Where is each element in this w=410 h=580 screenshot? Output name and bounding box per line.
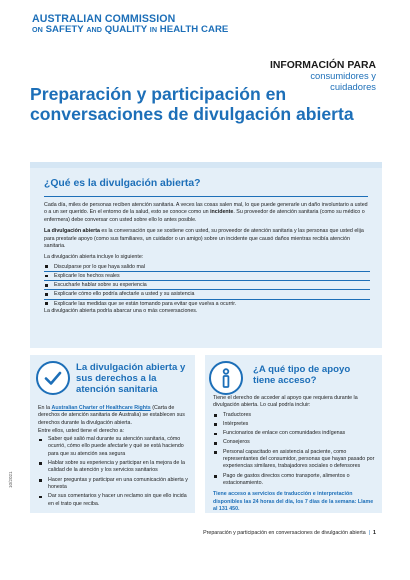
check-circle-icon xyxy=(36,361,70,395)
list-item: Pago de gastos directos como transporte, alimentos o estacionamiento. xyxy=(213,473,375,488)
footer-separator: | xyxy=(368,530,371,536)
list-item: Disculparse por lo que haya salido mal xyxy=(44,263,370,271)
list-item: Hablar sobre su experiencia y participar en la mejora de la calidad de la atención y los servicios sanitarios xyxy=(38,460,188,475)
section-what-is-open-disclosure xyxy=(30,162,382,348)
section-support xyxy=(205,355,382,513)
page-footer xyxy=(203,530,376,536)
org-logo xyxy=(32,14,228,35)
list-item: Consejeros xyxy=(213,439,375,446)
list-item: Explicarle las medidas que se están tomando para evitar que vuelva a ocurrir. xyxy=(44,299,370,308)
section3-heading: ¿A qué tipo de apoyo tiene acceso? xyxy=(253,364,351,387)
info-icon xyxy=(209,361,243,395)
section3-intro: Tiene el derecho de acceder al apoyo que requiera durante la divulgación abierta. Lo cual podría incluir: xyxy=(213,395,358,409)
org-name-line2: ON SAFETY AND QUALITY IN HEALTH CARE xyxy=(32,24,229,36)
section-top-strip xyxy=(30,162,382,168)
list-item: Saber qué salió mal durante su atención sanitaria, cómo ocurrió, cómo ello puede afectarle y qué se está haciendo para que su atención sea segura xyxy=(38,436,188,458)
section1-divider xyxy=(44,196,368,197)
audience-sub-line2: cuidadores xyxy=(330,81,376,93)
list-item: Funcionarios de enlace con comunidades indígenas xyxy=(213,430,375,437)
section2-paragraph1: En la Australian Charter of Healthcare Rights (Carta de derechos de atención sanitaria de Australia) se establecen sus derechos durante la divulgación abierta. xyxy=(38,405,185,426)
check-icon xyxy=(38,363,68,393)
section3-body xyxy=(213,395,375,514)
list-item: Dar sus comentarios y hacer un reclamo sin que ello incida en el trato que reciba. xyxy=(38,493,188,508)
document-code: 10/2021 xyxy=(8,471,13,488)
section1-list xyxy=(44,263,370,308)
section-rights xyxy=(30,355,195,513)
audience-heading: INFORMACIÓN PARA xyxy=(269,60,376,71)
section1-paragraph1: Cada día, miles de personas reciben atención sanitaria. A veces las cosas salen mal, lo que puede generarle un daño involuntario a usted o a un ser querido. En el entorno de la salud, esto se conoce como un incidente. Su proveedor de atención sanitaria (como su médico o enfermera) debe conversar con usted sobre ello lo antes posible. xyxy=(44,202,368,223)
section2-body xyxy=(38,405,188,510)
list-item: Intérpretes xyxy=(213,421,375,428)
charter-link[interactable]: Australian Charter of Healthcare Rights xyxy=(51,405,151,411)
section3-closing: Tiene acceso a servicios de traducción e interpretación disponibles las 24 horas del día, los 7 días de la semana: Llame al 131 450. xyxy=(213,491,374,512)
footer-text: Preparación y participación en conversaciones de divulgación abierta xyxy=(203,530,366,536)
section2-heading: La divulgación abierta y sus derechos a la atención sanitaria xyxy=(76,362,186,396)
info-glyph-icon xyxy=(211,363,241,393)
section2-list xyxy=(38,436,188,508)
org-name-line1: AUSTRALIAN COMMISSION xyxy=(32,13,176,25)
section3-list xyxy=(213,412,375,488)
audience-sub-line1: consumidores y xyxy=(310,70,376,82)
list-item: Explicarle los hechos reales xyxy=(44,271,370,280)
section1-heading: ¿Qué es la divulgación abierta? xyxy=(44,178,201,189)
list-item: Traductores xyxy=(213,412,375,419)
list-item: Personal capacitado en asistencia al paciente, como representantes del consumidor, personas que hayan pasado por experiencias similares, trabajadores sociales o defensores xyxy=(213,449,375,471)
section1-list-intro: La divulgación abierta incluye lo siguiente: xyxy=(44,254,144,261)
list-item: Escucharle hablar sobre su experiencia xyxy=(44,280,370,289)
page-title: Preparación y participación en conversaciones de divulgación abierta xyxy=(30,84,354,125)
section1-paragraph2: La divulgación abierta es la conversación que se sostiene con usted, su proveedor de atención sanitaria y las personas que usted elija para prestarle apoyo (como sus familiares, un cuidador o un amigo) sobre un incidente que causó daños mientras recibía atención sanitaria. xyxy=(44,228,364,250)
list-item: Explicarle cómo ello podría afectarle a usted y su asistencia xyxy=(44,289,370,298)
section1-closing: La divulgación abierta podría abarcar una o más conversaciones. xyxy=(44,307,198,314)
list-item: Hacer preguntas y participar en una comunicación abierta y honesta xyxy=(38,477,188,492)
section2-list-intro: Entre ellos, usted tiene el derecho a: xyxy=(38,427,124,434)
page-number: 1 xyxy=(373,530,376,536)
section1-body xyxy=(44,202,370,319)
